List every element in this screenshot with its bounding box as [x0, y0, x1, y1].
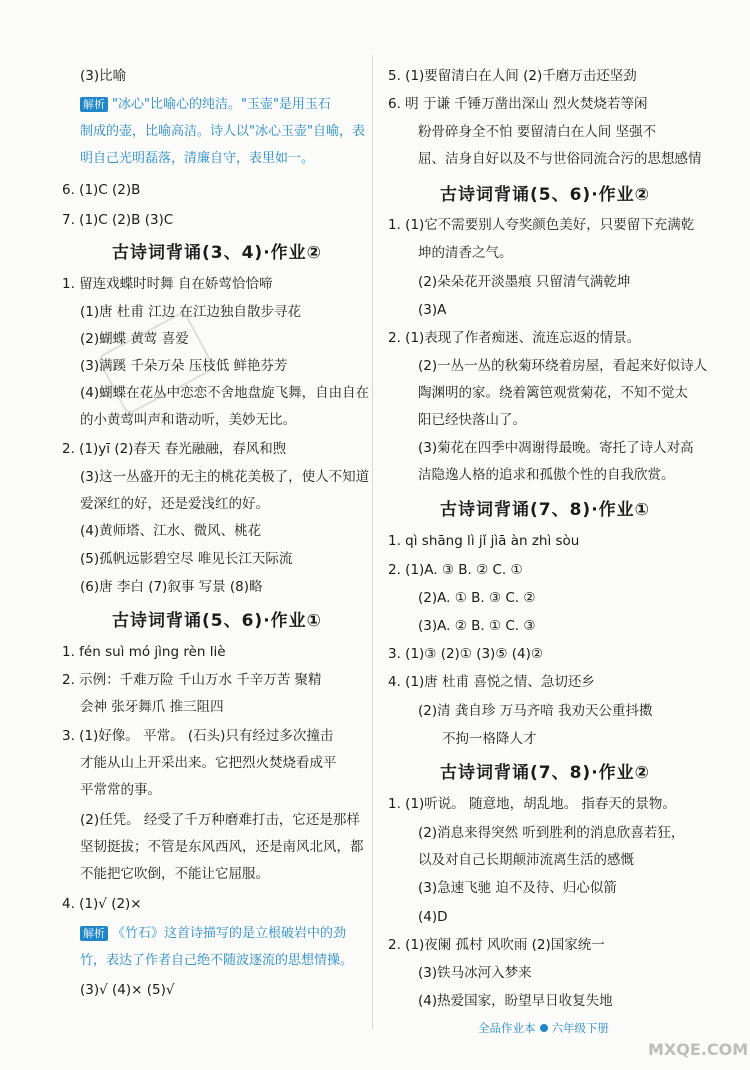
answer-line: [418, 991, 613, 1011]
answer-line: [418, 356, 707, 376]
line-text: 古诗词背诵(5、6)·作业②: [440, 185, 651, 205]
line-text: (2)消息来得突然 听到胜利的消息欣喜若狂，: [418, 825, 685, 841]
section-heading: [112, 606, 322, 631]
line-text: (1)唐 杜甫 江边 在江边独自散步寻花: [80, 304, 301, 320]
line-text: (2)蝴蝶 黄莺 喜爱: [80, 331, 189, 347]
column-divider: [372, 55, 373, 1030]
line-text: 洁隐逸人格的追求和孤傲个性的自我欣赏。: [418, 467, 675, 483]
answer-line: [62, 670, 322, 690]
answer-line: [388, 215, 694, 235]
answer-line: [80, 549, 292, 569]
answer-line: [418, 410, 526, 430]
analysis-note: [80, 149, 314, 169]
dot-icon: [540, 1024, 548, 1032]
line-text: 古诗词背诵(5、6)·作业①: [112, 611, 323, 631]
answer-line: [80, 356, 288, 376]
line-text: (3)这一丛盛开的无主的桃花美极了，使人不知道: [80, 469, 370, 485]
answer-line: [80, 780, 161, 800]
footer-brand: 全品作业本: [478, 1021, 536, 1035]
answer-line: [418, 300, 446, 320]
line-text: 6. 明 于谦 千锤万凿出深山 烈火焚烧若等闲: [388, 96, 648, 112]
line-text: 的小黄莺叫声和谐动听，美妙无比。: [80, 412, 296, 428]
answer-line: [80, 383, 369, 403]
line-text: 2. (1)A. ③ B. ② C. ①: [388, 562, 523, 578]
line-text: 明自己光明磊落，清廉自守，表里如一。: [80, 151, 315, 166]
line-text: (2)清 龚自珍 万马齐喑 我劝天公重抖擞: [418, 703, 653, 719]
answer-line: [80, 837, 364, 857]
answer-line: [418, 383, 688, 403]
answer-line: [80, 577, 263, 597]
line-text: 竹，表达了作者自己绝不随波逐流的思想情操。: [80, 953, 354, 968]
watermark: MXQE.COM: [648, 1040, 749, 1059]
answer-line: [388, 560, 523, 580]
answer-line: [418, 850, 634, 870]
line-text: 1. qì shāng lì jǐ jìā àn zhì sòu: [388, 533, 580, 549]
section-heading: [440, 180, 650, 205]
line-text: "冰心"比喻心的纯洁。"玉壶"是用玉石: [112, 97, 331, 112]
line-text: (6)唐 李白 (7)叙事 写景 (8)略: [80, 579, 263, 595]
section-heading: [112, 238, 322, 263]
answer-line: [62, 274, 272, 294]
line-text: 2. (1)表现了作者痴迷、流连忘返的情景。: [388, 330, 641, 346]
line-text: (2)A. ① B. ③ C. ②: [418, 590, 536, 606]
line-text: (3)满蹊 千朵万朵 压枝低 鲜艳芬芳: [80, 358, 288, 374]
line-text: (3)比喻: [80, 68, 127, 84]
line-text: (2)一丛一丛的秋菊环绕着房屋，看起来好似诗人: [418, 358, 708, 374]
line-text: 4. (1)唐 杜甫 喜悦之情、急切还乡: [388, 674, 595, 690]
section-heading: [440, 495, 650, 520]
line-text: 阳已经快落山了。: [418, 412, 526, 428]
answer-line: [388, 328, 640, 348]
line-text: 3. (1)好像。 平常。 (石头)只有经过多次撞击: [62, 728, 334, 744]
line-text: 5. (1)要留清白在人间 (2)千磨万击还坚劲: [388, 68, 637, 84]
footer-grade: 六年级下册: [551, 1021, 609, 1035]
answer-line: [418, 438, 694, 458]
answer-line: [62, 439, 286, 459]
line-text: 爱深红的好，还是爱浅红的好。: [80, 496, 269, 512]
analysis-tag: 解析: [80, 97, 108, 112]
line-text: 3. (1)③ (2)① (3)⑤ (4)②: [388, 646, 543, 662]
line-text: 古诗词背诵(7、8)·作业②: [440, 763, 651, 783]
line-text: 古诗词背诵(3、4)·作业②: [112, 243, 323, 263]
line-text: (3)A. ② B. ① C. ③: [418, 618, 536, 634]
line-text: 平常常的事。: [80, 782, 161, 798]
answer-line: [442, 729, 537, 749]
line-text: (4)热爱国家，盼望早日收复失地: [418, 993, 613, 1009]
answer-line: [388, 94, 648, 114]
answer-line: [388, 935, 605, 955]
answer-line: [418, 701, 653, 721]
answer-line: [388, 794, 676, 814]
line-text: 不能把它吹倒，不能让它屈服。: [80, 866, 269, 882]
answer-line: [418, 465, 675, 485]
line-text: 古诗词背诵(7、8)·作业①: [440, 500, 651, 520]
line-text: 屈、洁身自好以及不与世俗同流合污的思想感情: [418, 151, 702, 167]
section-heading: [440, 758, 650, 783]
line-text: 2. (1)yī (2)春天 春光融融，春风和煦: [62, 441, 287, 457]
line-text: (3)铁马冰河入梦来: [418, 965, 532, 981]
analysis-note: [80, 95, 331, 115]
line-text: (3)急速飞驰 迫不及待、归心似箭: [418, 880, 617, 896]
line-text: 才能从山上开采出来。它把烈火焚烧看成平: [80, 755, 337, 771]
answer-line: [80, 521, 261, 541]
line-text: 粉骨碎身全不怕 要留清白在人间 坚强不: [418, 124, 657, 140]
line-text: 坚韧挺拔；不管是东风西风，还是南风北风，都: [80, 839, 364, 855]
line-text: (2)朵朵花开淡墨痕 只留清气满乾坤: [418, 274, 631, 290]
line-text: (4)蝴蝶在花丛中恋恋不舍地盘旋飞舞，自由自在: [80, 385, 370, 401]
answer-line: [418, 907, 448, 927]
line-text: 以及对自己长期颠沛流离生活的感慨: [418, 852, 634, 868]
answer-line: [62, 210, 173, 230]
answer-line: [388, 672, 595, 692]
line-text: 不拘一格降人才: [442, 731, 537, 747]
line-text: 2. 示例：千难万险 千山万水 千辛万苦 聚精: [62, 672, 322, 688]
answer-line: [62, 726, 333, 746]
line-text: 会神 张牙舞爪 推三阻四: [80, 699, 224, 715]
line-text: (4)黄师塔、江水、微风、桃花: [80, 523, 262, 539]
analysis-tag: 解析: [80, 926, 108, 941]
answer-line: [418, 963, 532, 983]
line-text: 制成的壶，比喻高洁。诗人以"冰心玉壶"自喻，表: [80, 124, 365, 139]
line-text: (4)D: [418, 909, 448, 925]
answer-line: [62, 894, 142, 914]
answer-line: [388, 644, 543, 664]
answer-line: [62, 180, 140, 200]
line-text: (3)√ (4)× (5)√: [80, 982, 175, 998]
answer-line: [80, 697, 224, 717]
analysis-note: [80, 122, 365, 142]
analysis-note: [80, 951, 353, 971]
answer-line: [418, 616, 535, 636]
line-text: (2)任凭。 经受了千万种磨难打击，它还是那样: [80, 812, 360, 828]
answer-line: [418, 272, 630, 292]
line-text: 1. (1)它不需要别人夸奖颜色美好，只要留下充满乾: [388, 217, 695, 233]
answer-line: [80, 66, 126, 86]
line-text: (3)A: [418, 302, 447, 318]
line-text: 1. fén suì mó jìng rèn liè: [62, 644, 226, 660]
line-text: 陶渊明的家。绕着篱笆观赏菊花，不知不觉太: [418, 385, 688, 401]
answer-line: [388, 531, 579, 551]
line-text: (3)菊花在四季中凋谢得最晚。寄托了诗人对高: [418, 440, 694, 456]
answer-line: [80, 467, 369, 487]
line-text: 7. (1)C (2)B (3)C: [62, 212, 174, 228]
answer-line: [388, 66, 637, 86]
answer-line: [62, 642, 226, 662]
line-text: 《竹石》这首诗描写的是立根破岩中的劲: [112, 926, 347, 941]
line-text: 4. (1)√ (2)×: [62, 896, 142, 912]
answer-line: [80, 329, 189, 349]
answer-line: [80, 980, 174, 1000]
page-footer: [478, 1020, 609, 1036]
line-text: 坤的清香之气。: [418, 245, 513, 261]
answer-line: [418, 149, 702, 169]
answer-line: [418, 243, 513, 263]
answer-line: [80, 810, 360, 830]
answer-line: [80, 302, 301, 322]
answer-line: [418, 823, 684, 843]
answer-line: [418, 588, 535, 608]
answer-line: [80, 494, 269, 514]
answer-line: [418, 878, 617, 898]
analysis-note: [80, 924, 346, 944]
line-text: 6. (1)C (2)B: [62, 182, 141, 198]
answer-line: [80, 864, 269, 884]
answer-line: [80, 410, 296, 430]
answer-line: [80, 753, 337, 773]
line-text: 1. 留连戏蝶时时舞 自在娇莺恰恰啼: [62, 276, 273, 292]
line-text: 1. (1)听说。 随意地，胡乱地。 指春天的景物。: [388, 796, 676, 812]
line-text: (5)孤帆远影碧空尽 唯见长江天际流: [80, 551, 293, 567]
answer-line: [418, 122, 656, 142]
line-text: 2. (1)夜阑 孤村 风吹雨 (2)国家统一: [388, 937, 605, 953]
